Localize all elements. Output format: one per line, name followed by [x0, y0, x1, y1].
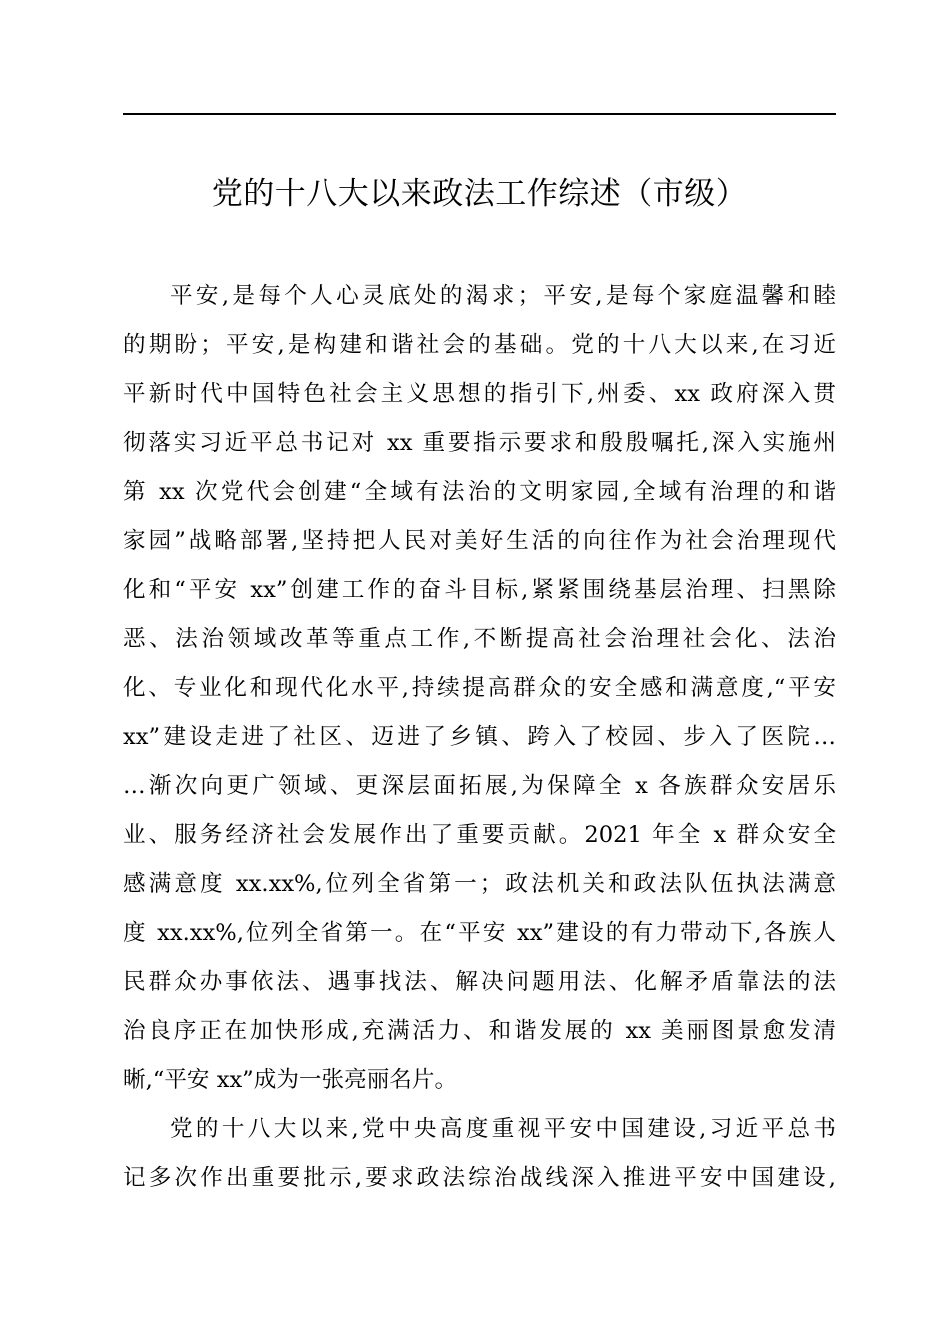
text-line: 党的十八大以来,党中央高度重视平安中国建设,习近平总书: [170, 1116, 836, 1142]
paragraph-1: [123, 272, 836, 1105]
text-line: 彻落实习近平总书记对 xx 重要指示要求和殷殷嘱托,深入实施州: [123, 430, 836, 456]
paragraph-2: [123, 1105, 836, 1203]
text-line: 平新时代中国特色社会主义思想的指引下,州委、xx 政府深入贯: [123, 381, 836, 407]
text-line: 业、服务经济社会发展作出了重要贡献。2021 年全 x 群众安全: [123, 822, 836, 848]
text-line: 化和“平安 xx”创建工作的奋斗目标,紧紧围绕基层治理、扫黑除: [123, 577, 836, 603]
text-line: 感满意度 xx.xx%,位列全省第一；政法机关和政法队伍执法满意: [123, 871, 836, 897]
text-line: 民群众办事依法、遇事找法、解决问题用法、化解矛盾靠法的法: [123, 969, 836, 995]
text-line: xx”建设走进了社区、迈进了乡镇、跨入了校园、步入了医院…: [123, 724, 836, 750]
text-line: 的期盼；平安,是构建和谐社会的基础。党的十八大以来,在习近: [123, 332, 836, 358]
text-line: 化、专业化和现代化水平,持续提高群众的安全感和满意度,“平安: [123, 675, 836, 701]
text-line: 晰,“平安 xx”成为一张亮丽名片。: [123, 1067, 458, 1093]
text-line: 度 xx.xx%,位列全省第一。在“平安 xx”建设的有力带动下,各族人: [123, 920, 836, 946]
text-line: …渐次向更广领域、更深层面拓展,为保障全 x 各族群众安居乐: [123, 773, 836, 799]
text-line: 平安,是每个人心灵底处的渴求；平安,是每个家庭温馨和睦: [170, 283, 836, 309]
text-line: 记多次作出重要批示,要求政法综治战线深入推进平安中国建设,: [123, 1165, 836, 1191]
document-title: 党的十八大以来政法工作综述（市级）: [211, 176, 748, 212]
text-line: 恶、法治领域改革等重点工作,不断提高社会治理社会化、法治: [123, 626, 836, 652]
document-body: [123, 272, 836, 1203]
text-line: 治良序正在加快形成,充满活力、和谐发展的 xx 美丽图景愈发清: [123, 1018, 836, 1044]
text-line: 第 xx 次党代会创建“全域有法治的文明家园,全域有治理的和谐: [123, 479, 836, 505]
header-rule: [123, 113, 836, 115]
text-line: 家园”战略部署,坚持把人民对美好生活的向往作为社会治理现代: [123, 528, 836, 554]
